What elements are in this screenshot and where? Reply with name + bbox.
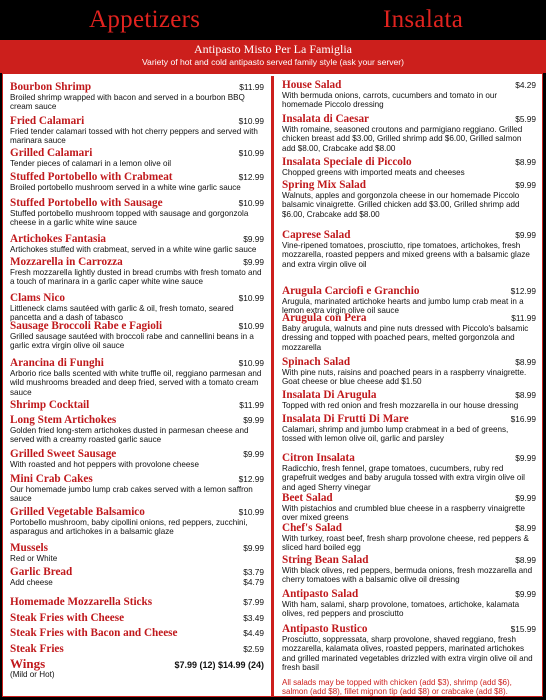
appetizers-item-price: $9.99 xyxy=(243,543,264,553)
salads-item xyxy=(282,179,536,219)
salads-item xyxy=(282,389,536,410)
appetizers-item-name: Stuffed Portobello with Crabmeat xyxy=(10,171,173,183)
appetizers-item-name: Grilled Vegetable Balsamico xyxy=(10,506,145,518)
appetizers-item xyxy=(10,171,264,192)
appetizers-item-description: Golden fried long-stem artichokes dusted in parmesan cheese and served with a creamy roasted garlic sauce xyxy=(10,426,249,445)
appetizers-item xyxy=(10,81,264,112)
appetizers-item-price: $10.99 xyxy=(238,198,264,208)
salads-item-name: Caprese Salad xyxy=(282,229,351,241)
banner-title: Antipasto Misto Per La Famiglia xyxy=(194,42,352,56)
appetizers-item-description: (Mild or Hot) xyxy=(10,670,55,679)
appetizers-item-name: Clams Nico xyxy=(10,292,65,304)
salads-item-description: Walnuts, apples and gorgonzola cheese in our homemade Piccolo balsamic vinaigrette. Grilled chicken add $3.00, Grilled shrimp add $6.00, Crabcake add $8.00 xyxy=(282,191,520,219)
appetizers-item-price: $10.99 xyxy=(238,321,264,331)
appetizers-item-price: $9.99 xyxy=(243,234,264,244)
appetizers-item-price: $10.99 xyxy=(238,293,264,303)
salads-item-description: Topped with red onion and fresh mozzarella in our house dressing xyxy=(282,401,519,410)
appetizers-item xyxy=(10,320,264,351)
appetizers-item-name: Mozzarella in Carrozza xyxy=(10,256,123,268)
salads-item xyxy=(282,623,536,673)
salads-item-name: Insalata Speciale di Piccolo xyxy=(282,156,412,168)
appetizers-item-price: $4.49 xyxy=(243,628,264,638)
appetizers-item-name: Steak Fries xyxy=(10,643,64,655)
appetizers-item-price: $7.99 (12) $14.99 (24) xyxy=(174,660,264,670)
appetizers-item-price: $9.99 xyxy=(243,415,264,425)
appetizers-item xyxy=(10,612,264,624)
appetizers-item xyxy=(10,147,264,168)
appetizers-item xyxy=(10,357,264,397)
salads-item-price: $11.99 xyxy=(511,313,536,323)
appetizers-item-description: Red or White xyxy=(10,554,58,563)
appetizers-item-price: $10.99 xyxy=(238,507,264,517)
appetizers-item-description: Fresh mozzarella lightly dusted in bread crumbs with fresh tomato and a touch of marinara in a garlic caper white wine sauce xyxy=(10,268,262,287)
appetizers-item-price: $12.99 xyxy=(238,474,264,484)
salads-item xyxy=(282,312,536,352)
salads-item-name: Beet Salad xyxy=(282,492,333,504)
appetizers-item-name: Stuffed Portobello with Sausage xyxy=(10,197,163,209)
salads-item-price: $5.99 xyxy=(515,114,536,124)
appetizers-item-price: $3.79 xyxy=(243,567,264,577)
salads-item xyxy=(282,113,536,153)
appetizers-item-name: Bourbon Shrimp xyxy=(10,81,92,93)
appetizers-item xyxy=(10,542,264,563)
appetizers-item-description: Tender pieces of calamari in a lemon olive oil xyxy=(10,159,172,168)
appetizers-item xyxy=(10,473,264,504)
salads-item-name: Antipasto Rustico xyxy=(282,623,368,635)
salads-item-price: $8.99 xyxy=(515,555,536,565)
appetizers-item-price-secondary: $4.79 xyxy=(243,577,264,587)
appetizers-heading: Appetizers xyxy=(89,6,201,33)
appetizers-item-description: Fried tender calamari tossed with hot cherry peppers and served with marinara sauce xyxy=(10,127,258,146)
appetizers-item xyxy=(10,643,264,655)
appetizers-item-price: $12.99 xyxy=(238,172,264,182)
appetizers-item-price: $10.99 xyxy=(238,116,264,126)
appetizers-item-name: Grilled Sweet Sausage xyxy=(10,448,117,460)
appetizers-item xyxy=(10,506,264,537)
appetizers-item-price: $7.99 xyxy=(243,597,264,607)
appetizers-item-name: Sausage Broccoli Rabe e Fagioli xyxy=(10,320,163,332)
appetizers-item-price: $3.49 xyxy=(243,613,264,623)
appetizers-item xyxy=(10,292,264,323)
salads-item-description: With bermuda onions, carrots, cucumbers and tomato in our homemade Piccolo dressing xyxy=(282,91,498,110)
salads-item-name: Insalata Di Arugula xyxy=(282,389,377,401)
salads-item-description: Prosciutto, soppressata, sharp provolone, shaved reggiano, fresh mozzarella, kalamata olives, roasted peppers, marinated artichokes and grilled marinated vegetables drizzled with extra virgin olive oil and fresh basil xyxy=(282,635,533,673)
appetizers-item xyxy=(10,596,264,608)
salads-item-price: $9.99 xyxy=(515,589,536,599)
salads-item-price: $9.99 xyxy=(515,453,536,463)
insalata-heading: Insalata xyxy=(383,6,464,33)
appetizers-item-price: $10.99 xyxy=(238,148,264,158)
appetizers-item-name: Shrimp Cocktail xyxy=(10,399,90,411)
appetizers-item xyxy=(10,627,264,639)
salads-item xyxy=(282,356,536,387)
appetizers-item-description: With roasted and hot peppers with provolone cheese xyxy=(10,460,199,469)
appetizers-item xyxy=(10,399,264,411)
salads-item xyxy=(282,79,536,110)
appetizers-column xyxy=(3,76,270,696)
appetizers-item xyxy=(10,197,264,228)
salads-item xyxy=(282,413,536,444)
appetizers-item-name: Artichokes Fantasia xyxy=(10,233,107,245)
appetizers-item xyxy=(10,115,264,146)
salads-item-description: Arugula, marinated artichoke hearts and jumbo lump crab meat in a lemon extra virgin olive oil sauce xyxy=(282,297,524,316)
appetizers-item-name: Steak Fries with Bacon and Cheese xyxy=(10,627,178,639)
salads-item xyxy=(282,492,536,523)
salads-item-description: With romaine, seasoned croutons and parmigiano reggiano. Grilled chicken breast add $3.00, Grilled shrimp add $6.00, Grilled salmon add $8.00, Crabcake add $8.00 xyxy=(282,125,523,153)
salads-item-price: $15.99 xyxy=(510,624,536,634)
salads-item-description: With ham, salami, sharp provolone, tomatoes, artichoke, kalamata olives, red peppers and prosciutto xyxy=(282,600,520,619)
appetizers-item xyxy=(10,256,264,287)
appetizers-item xyxy=(10,658,264,679)
appetizers-item-name: Long Stem Artichokes xyxy=(10,414,117,426)
appetizers-item-name: Mini Crab Cakes xyxy=(10,473,93,485)
appetizers-item-name: Fried Calamari xyxy=(10,115,85,127)
appetizers-item-name: Grilled Calamari xyxy=(10,147,93,159)
appetizers-item-description: Our homemade jumbo lump crab cakes served with a lemon saffron sauce xyxy=(10,485,253,504)
salads-item-name: Chef's Salad xyxy=(282,522,342,534)
salads-item-name: Arugula con Pera xyxy=(282,312,367,324)
appetizers-item-description: Stuffed portobello mushroom topped with sausage and gorgonzola cheese in a garlic white wine sauce xyxy=(10,209,249,228)
salads-item-description: With turkey, roast beef, fresh sharp provolone cheese, red peppers & sliced hard boiled egg xyxy=(282,534,529,553)
appetizers-item-price: $2.59 xyxy=(243,644,264,654)
appetizers-item-description: Grilled sausage sautéed with broccoli rabe and cannellini beans in a garlic extra virgin olive oil sauce xyxy=(10,332,254,351)
appetizers-item xyxy=(10,448,264,469)
salads-item-price: $9.99 xyxy=(515,180,536,190)
appetizers-item-price: $11.99 xyxy=(239,400,264,410)
salads-item-name: Spring Mix Salad xyxy=(282,179,366,191)
salads-item-name: Citron Insalata xyxy=(282,452,355,464)
salads-item-name: Insalata Di Frutti Di Mare xyxy=(282,413,409,425)
appetizers-item-name: Garlic Bread xyxy=(10,566,73,578)
appetizers-item-description: Broiled shrimp wrapped with bacon and served in a bourbon BBQ cream sauce xyxy=(10,93,245,112)
appetizers-item-price: $9.99 xyxy=(243,449,264,459)
appetizers-item-price: $11.99 xyxy=(239,82,264,92)
salads-item-description: Calamari, shrimp and jumbo lump crabmeat in a bed of greens, tossed with lemon olive oil, garlic and parsley xyxy=(282,425,509,444)
insalata-column xyxy=(275,76,542,696)
salad-topping-note: All salads may be topped with chicken (add $3), shrimp (add $6), salmon (add $8), fillet mignon tip (add $8) or crabcake (add $8). xyxy=(282,678,512,697)
salads-item-price: $8.99 xyxy=(515,357,536,367)
salads-item-description: Baby arugula, walnuts and pine nuts dressed with Piccolo's balsamic dressing and topped with poached pears, melted gorgonzola and mozzarella xyxy=(282,324,529,352)
salads-item-price: $9.99 xyxy=(515,230,536,240)
column-divider xyxy=(271,76,274,696)
salads-item-name: Spinach Salad xyxy=(282,356,351,368)
salads-item-name: Arugula Carciofi e Granchio xyxy=(282,285,420,297)
appetizers-item-description: Portobello mushroom, baby cipollini onions, red peppers, zucchini, asparagus and artichokes in a balsamic glaze xyxy=(10,518,248,537)
salads-item-price: $12.99 xyxy=(510,286,536,296)
salads-item-price: $16.99 xyxy=(510,414,536,424)
appetizers-item-description: Broiled portobello mushroom served in a white wine garlic sauce xyxy=(10,183,241,192)
salads-item-description: Radicchio, fresh fennel, grape tomatoes, cucumbers, ruby red grapefruit wedges and baby arugula tossed with extra virgin olive oil and aged Sherry vinegar xyxy=(282,464,525,492)
salads-item-description: With black olives, red peppers, bermuda onions, fresh mozzarella and cherry tomatoes with a balsamic olive oil dressing xyxy=(282,566,533,585)
appetizers-item xyxy=(10,566,264,587)
banner-subtitle: Variety of hot and cold antipasto served family style (ask your server) xyxy=(141,57,405,67)
appetizers-item-description: Arborio rice balls scented with white truffle oil, reggiano parmesan and wild mushrooms breaded and deep fried, served with a tomato cream sauce xyxy=(10,369,262,397)
salads-item-description: Vine-ripened tomatoes, prosciutto, ripe tomatoes, artichokes, fresh mozzarella, roasted peppers and mixed greens with a balsamic glaze and extra virgin olive oil xyxy=(282,241,530,269)
salads-item xyxy=(282,452,536,492)
salads-item-price: $8.99 xyxy=(515,390,536,400)
salads-item xyxy=(282,554,536,585)
salads-item-name: Antipasto Salad xyxy=(282,588,359,600)
salads-item-name: Insalata di Caesar xyxy=(282,113,370,125)
salads-item-price: $4.29 xyxy=(515,80,536,90)
appetizers-item-description: Littleneck clams sautéed with garlic & oil, fresh tomato, seared pancetta and a dash of tabasco xyxy=(10,304,234,323)
salads-item xyxy=(282,522,536,553)
appetizers-item-name: Wings xyxy=(10,656,46,671)
appetizers-item-name: Steak Fries with Cheese xyxy=(10,612,125,624)
appetizers-item xyxy=(10,414,264,445)
appetizers-item-price: $9.99 xyxy=(243,257,264,267)
salads-item-description: Chopped greens with imported meats and cheeses xyxy=(282,168,465,177)
salads-item-name: String Bean Salad xyxy=(282,554,369,566)
appetizers-item-name: Mussels xyxy=(10,542,48,554)
salads-item-price: $8.99 xyxy=(515,157,536,167)
salads-item-description: With pistachios and crumbled blue cheese in a raspberry vinaigrette over mixed greens xyxy=(282,504,525,523)
salads-item-description: With pine nuts, raisins and poached pears in a raspberry vinaigrette. Goat cheese or blue cheese add $1.50 xyxy=(282,368,527,387)
salads-item-price: $9.99 xyxy=(515,493,536,503)
salads-item xyxy=(282,588,536,619)
salads-item xyxy=(282,229,536,269)
appetizers-item-name: Arancina di Funghi xyxy=(10,357,104,369)
salads-item xyxy=(282,156,536,177)
appetizers-item-description: Artichokes stuffed with crabmeat, served in a white wine garlic sauce xyxy=(10,245,257,254)
appetizers-item-description: Add cheese xyxy=(10,578,53,587)
appetizers-item-price: $10.99 xyxy=(238,358,264,368)
top-header xyxy=(0,0,546,40)
salads-item-name: House Salad xyxy=(282,79,342,91)
appetizers-item xyxy=(10,233,264,254)
appetizers-item-name: Homemade Mozzarella Sticks xyxy=(10,596,153,608)
salads-item-price: $8.99 xyxy=(515,523,536,533)
